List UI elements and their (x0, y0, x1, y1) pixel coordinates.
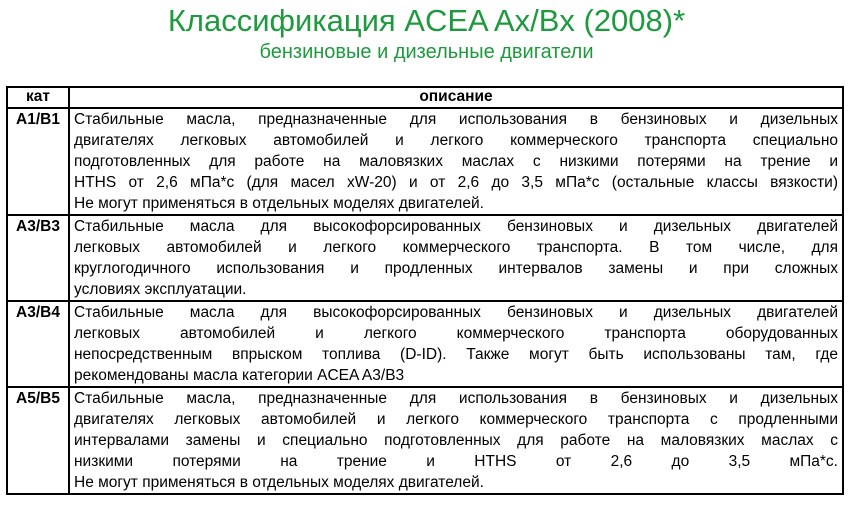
description-line: непосредственным впрыском топлива (D-ID). Также могут быть использованы там, где (74, 346, 838, 363)
description-line: рекомендованы масла категории ACEA A3/B3 (74, 367, 405, 384)
description-line: Стабильные масла, предназначенные для использования в бензиновых и дизельных (74, 390, 838, 407)
description-line: Стабильные масла для высокофорсированных бензиновых и дизельных двигателей (74, 304, 838, 321)
description-line: HTHS от 2,6 мПа*с (для масел xW-20) и от 2,6 до 3,5 мПа*с (остальные классы вязкости) (74, 174, 838, 191)
table-body (7, 108, 843, 494)
description-line: интервалами замены и специально подготовленных для работе на маловязких маслах с (74, 432, 838, 449)
acea-classification-table (6, 86, 844, 495)
page-subtitle: бензиновые и дизельные двигатели (259, 41, 594, 63)
description-line: двигателях легковых автомобилей и легкого коммерческого транспорта с продленными (74, 411, 838, 428)
description-line: Не могут применяться в отдельных моделях двигателей. (74, 195, 484, 212)
description-line: условиях эксплуатации. (74, 281, 247, 298)
header-description: описание (69, 87, 843, 108)
description-line: легковых автомобилей и легкого коммерческого транспорта оборудованных (74, 325, 838, 342)
page-title: Классификация ACEA Ax/Bx (2008)* (167, 3, 686, 38)
table-row (7, 387, 843, 494)
row-category: A3/B3 (7, 215, 69, 301)
description-line: Не могут применяться в отдельных моделях двигателей. (74, 474, 484, 491)
row-description (69, 215, 843, 301)
description-line: Стабильные масла для высокофорсированных бензиновых и дизельных двигателей (74, 218, 838, 235)
row-description (69, 108, 843, 215)
description-line: легковых автомобилей и легкого коммерческого транспорта. В том числе, для (74, 239, 838, 256)
table-row (7, 301, 843, 387)
row-description (69, 387, 843, 494)
row-description (69, 301, 843, 387)
header-category: кат (7, 87, 69, 108)
description-line: низкими потерями на трение и HTHS от 2,6 до 3,5 мПа*с. (74, 453, 838, 470)
description-line: Стабильные масла, предназначенные для использования в бензиновых и дизельных (74, 111, 838, 128)
row-category: A1/B1 (7, 108, 69, 215)
table-row (7, 215, 843, 301)
row-category: A3/B4 (7, 301, 69, 387)
description-line: подготовленных для работе на маловязких маслах с низкими потерями на трение и (74, 153, 838, 170)
description-line: двигателях легковых автомобилей и легкого коммерческого транспорта специально (74, 132, 838, 149)
description-line: круглогодичного использования и продленных интервалов замены и при сложных (74, 260, 838, 277)
row-category: A5/B5 (7, 387, 69, 494)
table-header-row (7, 87, 843, 108)
table-row (7, 108, 843, 215)
